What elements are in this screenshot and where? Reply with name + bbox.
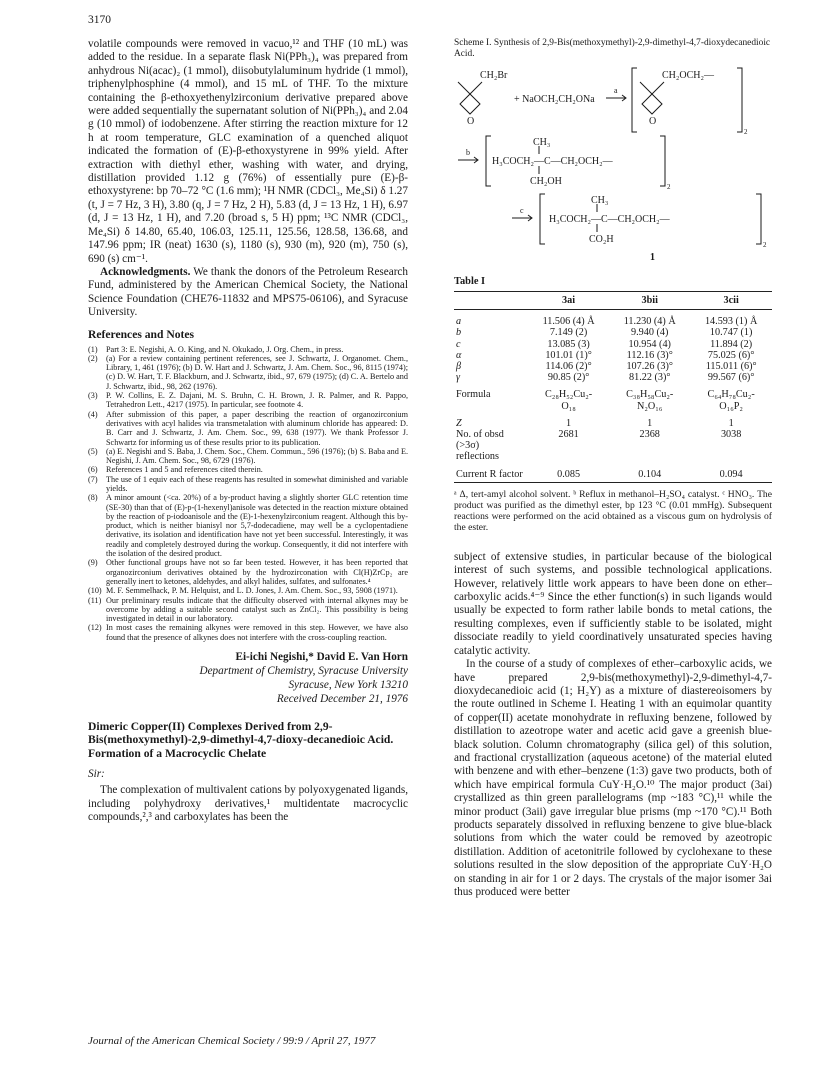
co2h-label: CO₂H (589, 234, 614, 245)
ch2och2-label: CH₂OCH₂— (662, 70, 714, 81)
reference-item (88, 596, 408, 624)
table-cell: 114.06 (2)° (545, 361, 592, 373)
arrow-c-label: c (520, 206, 524, 215)
table-row-label: Z (456, 417, 462, 429)
reference-text: Our preliminary results indicate that the difficulty observed with internal alkynes may be overcome by adding a suitable second catalyst such as ZnCl₂. This possibility is being investigated in detail in our laboratory. (106, 595, 408, 624)
reference-text: Part 3: E. Negishi, A. O. King, and N. Okukado, J. Org. Chem., in press. (106, 344, 344, 354)
table-row-label: (>3σ) (456, 440, 480, 452)
reference-text: References 1 and 5 and references cited therein. (106, 465, 263, 475)
references-heading: References and Notes (88, 327, 195, 341)
table-cell: 101.01 (1)° (545, 349, 592, 361)
table-cell: C₆₄H₇₈Cu₂- (707, 389, 755, 401)
table-cell: C₂₈H₅₂Cu₂- (544, 389, 593, 401)
reference-item (88, 586, 408, 595)
table-cell: 115.011 (6)° (705, 361, 757, 373)
city: Syracuse, New York 13210 (288, 679, 408, 692)
table-cell: 10.747 (1) (709, 327, 753, 339)
oxygen-label-2: O (649, 116, 657, 127)
intro-paragraph: volatile compounds were removed in vacuo,¹² and THF (10 mL) was added to the residue. In a separate flask Ni(PPh₃)₄ was prepared from anhydrous Ni(acac)₂ (1 mmol), diisobutylaluminum hydride (1 mmol), triphenylphosphine (4 mmol), and 15 mL of THF. To the mixture containing the β-ethoxyethenylzirconium derivative prepared above were added sequentially the supernatant solution of Ni(PPh₃)₄ and 2.04 g (10 mmol) of iodobenzene. After stirring the reaction mixture for 12 h at room temperature, GLC examination of a quenched aliquot indicated the formation of (E)-β-ethoxystyrene in 99% yield. After extraction with diethyl ether, washing with water, and drying, distillation provided 1.12 g (76%) of essentially pure (E)-β-ethoxystyrene: bp 70–72 °C (1.6 mm); ¹H NMR (CDCl₃, Me₄Si) δ 1.27 (t, J = 7 Hz, 3 H), 3.80 (q, J = 7 Hz, 2 H), 5.83 (d, J = 13 Hz, 1 H), 6.97 (d, J = 13 Hz, 1 H), and 7.20 (broad s, 5 H) ppm; ¹³C NMR (CDCl₃, Me₄Si) δ 14.80, 65.40, 106.03, 125.11, 125.56, 128.58, 136.68, and 147.96 ppm; IR (neat) 1630 (s), 1180 (s), 930 (m), 920 (m), 750 (s), 690 (s) cm⁻¹. (88, 38, 408, 265)
ch2oh-label: CH₂OH (530, 176, 562, 187)
arrow-b (458, 157, 478, 163)
authors: Ei-ichi Negishi,* David E. Van Horn (235, 651, 408, 664)
table-cell: 0.085 (528, 463, 609, 483)
reference-item (88, 345, 408, 354)
arrow-a (606, 95, 626, 101)
ch3-label-b: CH₃ (533, 137, 551, 148)
ack-text: We thank the donors of the Petroleum Research Fund, administered by the American Chemical Society, the National Science Foundation (CHE76-11832 and MPS75-06106), and Syracuse University. (88, 265, 408, 319)
reference-text: After submission of this paper, a paper describing the reaction of organozirconium derivatives with acyl halides via transmetalation with aluminum chloride has appeared: D. B. Carr and J. Schwartz, J. Am. Chem. Soc., 99, 638 (1977). We thank Professor J. Schwartz for informing us of these results prior to its publication. (106, 409, 408, 447)
table-footnote: ᵃ Δ, tert-amyl alcohol solvent. ᵇ Reflux in methanol–H₂SO₄ catalyst. ᶜ HNO₃. The product was purified as the dimethyl ester, bp 123 °C (0.01 mmHg). Subsequent reactions were performed on the acid obtained as a viscous gum on hydrolysis of the ester. (454, 488, 772, 533)
table-header-cell: 3cii (690, 292, 772, 310)
table-cell (528, 451, 609, 462)
reference-number: (10) (88, 586, 102, 596)
reference-number: (4) (88, 409, 98, 419)
scheme-diagram (454, 62, 772, 262)
reference-number: (9) (88, 558, 98, 568)
table-row-label: a (456, 316, 462, 328)
table-header-cell: 3bii (609, 292, 690, 310)
reference-item (88, 493, 408, 558)
right-column (454, 38, 772, 899)
reference-item (88, 558, 408, 586)
table-cell: 3038 (720, 429, 742, 441)
references-list (88, 345, 408, 643)
table-cell: 75.025 (6)° (707, 349, 755, 361)
acknowledgments (88, 266, 408, 320)
reference-text: In most cases the remaining alkynes were removed in this step. However, we have also found that the presence of alkynes does not interfere with the cross-coupling reaction. (106, 623, 408, 642)
table-cell (528, 440, 609, 451)
table-row (454, 463, 772, 483)
reference-item (88, 391, 408, 410)
table-cell: 107.26 (3)° (626, 361, 673, 373)
page-number: 3170 (88, 14, 111, 26)
table-row-label: β (456, 361, 462, 373)
table-cell: 9.940 (4) (631, 327, 669, 339)
table-row-label: reflections (456, 451, 499, 463)
salutation: Sir: (88, 768, 105, 781)
reference-text: (a) E. Negishi and S. Baba, J. Chem. Soc., Chem. Commun., 596 (1976); (b) S. Baba and E. Negishi, J. Am. Chem. Soc., 98, 6729 (1976). (106, 446, 408, 466)
reference-number: (2) (88, 353, 98, 363)
table-row (454, 310, 772, 328)
subscript-2c: 2 (763, 241, 767, 249)
reference-number: (6) (88, 465, 98, 475)
table-cell: 2681 (558, 429, 579, 441)
reference-text: A minor amount (<ca. 20%) of a by-product having a slightly shorter GLC retention time (SE-30) than that of (E)-p-(1-hexenyl)anisole was detected in the reaction mixture obtained by the reaction of p-iodoanisole and the (E)-1-hexenylzirconium reagent. Although this by-product, which is neither bianisyl nor 5,7-dodecadiene, may well be a cyclopentadiene derivative, its isolation and identification have not yet been successful. Interestingly, it was readily and completely destroyed during the workup. Consequently, it did not interfere with the isolation of the desired product. (106, 493, 408, 559)
reference-number: (3) (88, 391, 98, 401)
table-cell: 11.230 (4) Å (623, 316, 676, 328)
reference-text: Other functional groups have not so far been tested. However, it has been reported that organozirconium derivatives obtained by the hydrozirconation with Cl(H)ZrCp₂ are generally inert to ketones, aldehydes, and alkyl halides, sulfates, and sulfonates.⁴ (106, 558, 408, 586)
reagent-label: + NaOCH₂CH₂ONa (514, 94, 595, 105)
table-cell: 90.85 (2)° (547, 372, 590, 384)
table-cell: 11.506 (4) Å (542, 316, 595, 328)
reference-number: (12) (88, 623, 102, 633)
row-c-label: H₃COCH₂—C—CH₂OCH₂— (549, 214, 670, 225)
table-cell: 2368 (639, 429, 660, 441)
table-cell: 1 (647, 417, 653, 429)
table-cell: O₁₈ (561, 400, 576, 412)
reference-number: (8) (88, 493, 98, 503)
arrow-a-label: a (614, 86, 618, 95)
received-date: Received December 21, 1976 (276, 693, 408, 706)
table-cell: 14.593 (1) Å (704, 316, 758, 328)
reference-text: The use of 1 equiv each of these reagents has resulted in somewhat diminished and variable yields. (106, 474, 408, 493)
table-cell (609, 451, 690, 462)
table-row (454, 327, 772, 338)
journal-footer: Journal of the American Chemical Society / 99:9 / April 27, 1977 (88, 1035, 376, 1047)
table-cell: 0.094 (690, 463, 772, 483)
table-row (454, 372, 772, 383)
table-row-label: γ (456, 372, 461, 384)
table-cell: 99.567 (6)° (707, 372, 755, 384)
oxygen-label: O (467, 116, 475, 127)
ch2br-label: CH₂Br (480, 70, 508, 81)
reference-item (88, 410, 408, 447)
table-title: Table I (454, 276, 486, 287)
table-cell: O₁₆P₂ (719, 400, 743, 412)
table-row (454, 361, 772, 372)
table-row (454, 383, 772, 400)
table-cell: 10.954 (4) (628, 338, 671, 350)
subscript-2b: 2 (667, 183, 671, 191)
table-row-label: Formula (456, 389, 491, 401)
article-start: The complexation of multivalent cations by polyoxygenated ligands, including polyhydroxy derivatives,¹ multidentate macrocyclic compounds,²,³ and carboxylates has been the (88, 784, 408, 824)
reference-number: (7) (88, 474, 98, 484)
row-b-label: H₃COCH₂—C—CH₂OCH₂— (492, 156, 613, 167)
table-row-label: c (456, 338, 461, 350)
table-cell: N₂O₁₆ (637, 400, 663, 412)
table-row-label: No. of obsd (456, 429, 504, 441)
table-cell: 1 (728, 417, 734, 429)
table-cell: 0.104 (609, 463, 690, 483)
reference-item (88, 475, 408, 494)
reference-item (88, 465, 408, 474)
table-cell (609, 440, 690, 451)
department: Department of Chemistry, Syracuse University (199, 665, 408, 678)
reference-number: (5) (88, 446, 98, 456)
table-row-label: α (456, 349, 462, 361)
table-row (454, 429, 772, 440)
reference-number: (11) (88, 595, 102, 605)
paragraph-1: subject of extensive studies, in particular because of the biological interest of such systems, and possible technological applications. However, relatively little work appears to have been done on ether–carboxylic acids.⁴⁻⁹ Since the ether function(s) in such ligands would usually be expected to form rather labile bonds to metal cations, the resulting complexes, even if sufficiently stable to be isolated, might dissociate readily to yield coordinatively unsaturated species having catalytic activity. (454, 550, 772, 657)
article-title: Dimeric Copper(II) Complexes Derived from 2,9-Bis(methoxymethyl)-2,9-dimethyl-4,7-dioxy-decanedioic Acid. Formation of a Macrocyclic Chelate (88, 720, 394, 760)
author-signature (88, 650, 408, 706)
table-cell: 81.22 (3)° (629, 372, 671, 384)
table-cell (690, 440, 772, 451)
subscript-2a: 2 (744, 128, 748, 136)
table-row-label: Current R factor (454, 463, 528, 483)
table-row-label: b (456, 327, 462, 339)
crystal-data-table (454, 291, 772, 483)
table-row (454, 350, 772, 361)
ch3-label-c: CH₃ (591, 195, 609, 206)
table-row (454, 440, 772, 451)
reference-text: P. W. Collins, E. Z. Dajani, M. S. Bruhn, C. H. Brown, J. R. Palmer, and R. Pappo, Tetrahedron Lett., 4217 (1975). In particular, see footnote 4. (106, 391, 408, 410)
table-cell: 1 (566, 417, 572, 429)
reference-text: M. F. Semmelhack, P. M. Helquist, and L. D. Jones, J. Am. Chem. Soc., 93, 5908 (1971). (106, 586, 398, 596)
table-cell: 13.085 (3) (547, 338, 590, 350)
compound-number: 1 (650, 252, 655, 262)
table-header-cell: 3ai (528, 292, 609, 310)
paragraph-2: In the course of a study of complexes of ether–carboxylic acids, we have prepared 2,9-bis(methoxymethyl)-2,9-dimethyl-4,7-dioxydecanedioic acid (1; H₂Y) as a mixture of diastereoisomers by the route outlined in Scheme I. Heating 1 with an equimolar quantity of copper(II) acetate monohydrate in refluxing benzene, followed by distillation to azeotrope water and acetic acid gave a greenish blue-black solution. Column chromatography (silica gel) of this solution, and fractional crystallization (aqueous acetone) of the material eluted with benzene and with ether–benzene (1:3) gave two products, both of which have empirical formula CuY·H₂O.¹⁰ The major product (3ai) crystallized as thin green parallelograms (mp ~183 °C),¹¹ while the minor product (3aii) gave irregular blue prisms (mp ~170 °C).¹¹ Both products separately dissolved in refluxing benzene to give blue-black solutions from which the water could be removed by azeotropic distillation. Addition of acetonitrile followed by cyclohexane to these solutions resulted in the slow deposition of the appropriate CuY·H₂O on standing in air for 1 or 2 days. The crystals of the major isomer 3ai thus produced were better (454, 658, 772, 898)
table-cell: C₃₈H₅₈Cu₂- (626, 389, 674, 401)
reference-item (88, 623, 408, 642)
reference-item (88, 354, 408, 391)
table-cell (690, 451, 772, 462)
table-row (454, 339, 772, 350)
table-cell: 7.149 (2) (549, 327, 588, 339)
reference-item (88, 447, 408, 466)
table-cell: 11.894 (2) (710, 338, 753, 350)
ack-heading: Acknowledgments. (100, 265, 191, 278)
table-row (454, 412, 772, 429)
table-cell: 112.16 (3)° (626, 349, 673, 361)
reference-number: (1) (88, 344, 98, 354)
reference-text: (a) For a review containing pertinent references, see J. Schwartz, J. Organomet. Chem., Library, 1, 461 (1976); (b) D. W. Hart and J. Schwartz, J. Am. Chem. Soc., 96, 8115 (1974); (c) D. W. Hart, T. F. Blackburn, and J. Schwartz, ibid., 97, 679 (1975); (d) C. A. Bertelo and J. Schwartz, ibid., 98, 262 (1976). (106, 353, 408, 391)
oxetane-ring-start (458, 82, 482, 114)
left-column (88, 38, 408, 824)
arrow-b-label: b (466, 148, 470, 157)
table-header-row (454, 292, 772, 310)
arrow-c (512, 215, 532, 221)
scheme-caption: Scheme I. Synthesis of 2,9-Bis(methoxymethyl)-2,9-dimethyl-4,7-dioxydecanedioic Acid. (454, 38, 771, 59)
table-header-cell (454, 292, 528, 310)
table-row-label (454, 401, 528, 412)
table-row (454, 451, 772, 462)
table-row (454, 401, 772, 412)
